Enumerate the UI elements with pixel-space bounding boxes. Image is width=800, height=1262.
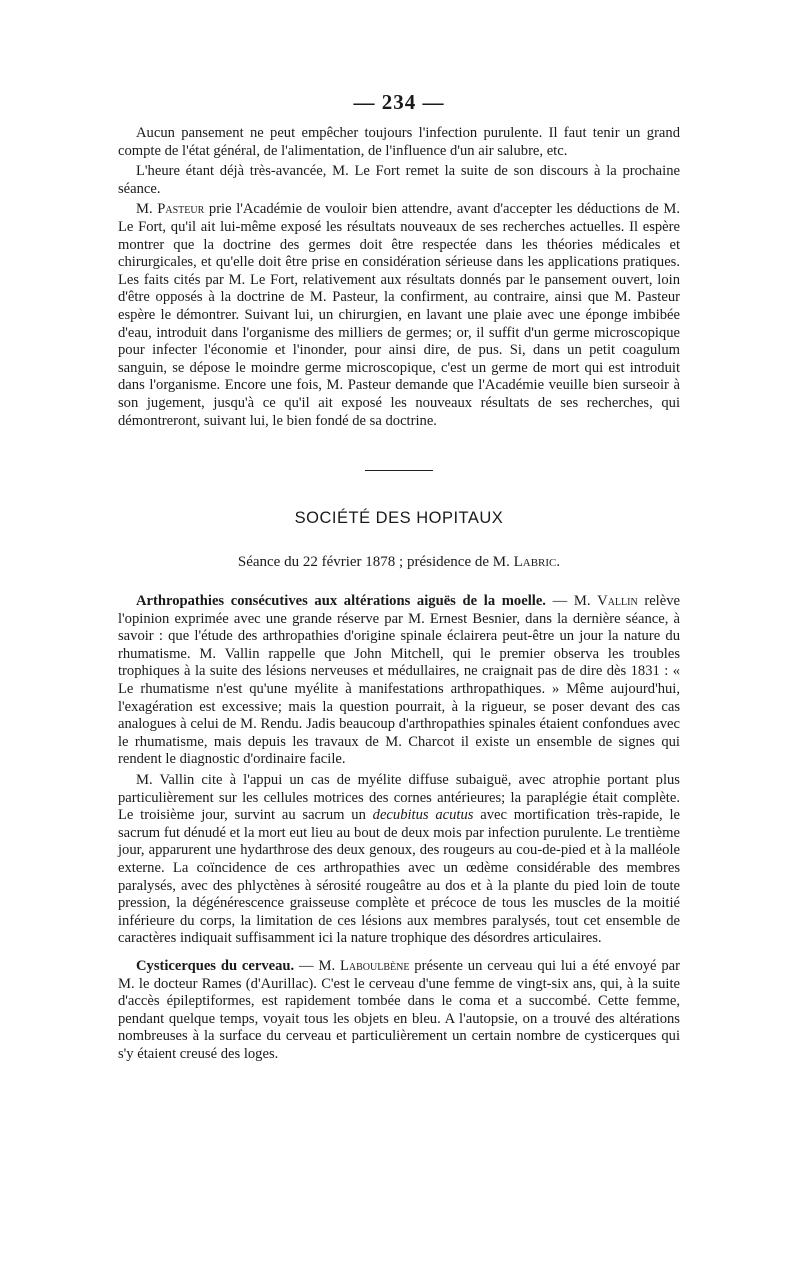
session-date: Séance du 22 février 1878 ; présidence de M. [237,554,514,571]
section-title: SOCIÉTÉ DES HOPITAUX [294,509,504,528]
section-divider [365,470,433,471]
article-cysticerques-p1 [118,958,680,1064]
session-president: Labric [513,554,557,571]
article-text-after: avec mortification très-rapide, le sacrum fut dénudé et la mort eut lieu au bout de deux mois par infection purulente. Le trentième jour, apparurent une hydarthrose des deux genoux, des rougeurs au cou-de-pied et à la malléole externe. La coïncidence de ces arthropathies avec un œdème considérable des membres paralysés, avec des phlyctènes à sérosité rougeâtre au dos et à la plante du pied loin de toute pression, la dégénérescence graisseuse complète et précoce de tous les muscles de la moitié inférieure du corps, la limitation de ces lésions aux membres paralysés, tout cet ensemble de caractères indiquait suffisamment ici la nature trophique des désordres articulaires. [118,807,680,947]
speaker-laboulbene: Laboulbène [339,957,410,974]
session-line [118,554,680,571]
paragraph-le-fort: L'heure étant déjà très-avancée, M. Le Fort remet la suite de son discours à la prochaine séance. [118,163,680,197]
paragraph-pasteur [118,201,680,430]
article-arthropathies [118,593,680,948]
article-heading: Cysticerques du cerveau. [136,957,295,974]
article-intro: — M. [294,957,340,974]
article-arthropathies-p1 [118,593,680,769]
pasteur-text: prie l'Académie de vouloir bien attendre, avant d'accepter les déductions de M. Le Fort, qu'il ait lui-même exposé les résultats nouveaux de ses recherches actuelles. Il espère montrer que la doctrine des germes doit être respectée dans les théories médicales et chirurgicales, et qu'elle doit être prise en considération sérieuse dans les applications pratiques. Les faits cités par M. Le Fort, relativement aux résultats donnés par le pansement ouvert, loin d'être opposés à la doctrine de M. Pasteur, la confirment, au contraire, ainsi que M. Pasteur espère le démontrer. Suivant lui, un chirurgien, en lavant une plaie avec une éponge imbibée d'eau, introduit dans l'organisme des milliers de germes; or, il suffit d'un germe microscopique pour infecter l'économie et l'inonder, pour ainsi dire, de pus. Si, dans un petit coagulum sanguin, se dépose le moindre germe microscopique, c'est un germe de mort qui est introduit dans l'organisme. Encore une fois, M. Pasteur demande que l'Académie veuille bien surseoir à son jugement, jusqu'à ce qu'il ait exposé les nouveaux résultats de ses recherches, qui démontreront, suivant lui, le bien fondé de sa doctrine. [118,201,680,429]
article-text: relève l'opinion exprimée avec une grande réserve par M. Ernest Besnier, dans la dernière séance, à savoir : que l'étude des arthropathies d'origine spinale éclairera peut-être un jour la nature du rhumatisme. M. Vallin rappelle que John Mitchell, qui le premier observa les troubles trophiques à la suite des lésions nerveuses et médullaires, ne craignait pas de dire dès 1831 : « Le rhumatisme n'est qu'une myélite à manifestations arthropathiques. » Même aujourd'hui, l'exagération est excessive; mais la question pourrait, à la rigueur, se poser devant des cas analogues à celui de M. Rendu. Jadis beaucoup d'arthropathies spinales étaient confondues avec le rhumatisme, mais depuis les travaux de M. Charcot il existe un ensemble de signes qui rendent le diagnostic d'ordinaire facile. [118,593,680,768]
session-end: . [556,554,561,571]
italic-term: decubitus acutus [372,807,474,824]
article-text: présente un cerveau qui lui a été envoyé par M. le docteur Rames (d'Aurillac). C'est le cerveau d'une femme de vingt-six ans, qui, à la suite d'accès épileptiformes, est rapidement tombée dans le coma et a succombé. Cette femme, pendant quelque temps, voyait tous les objets en bleu. A l'autopsie, on a trouvé des altérations nombreuses à la surface du cerveau et particulièrement un certain nombre de cysticerques qui s'y étaient creusé des loges. [118,957,681,1062]
document-page [118,90,680,1064]
article-heading: Arthropathies consécutives aux altérations aiguës de la moelle. [136,593,546,610]
article-text-before: M. Vallin cite à l'appui un cas de myélite diffuse subaiguë, avec atrophie portant plus particulièrement sur les cellules motrices des cornes antérieures; la paraplégie était complète. Le troisième jour, survint au sacrum un [118,772,680,824]
speaker-pasteur: M. Pasteur [136,201,205,218]
article-intro: — M. [545,593,598,610]
article-cysticerques [118,958,680,1064]
article-arthropathies-p2 [118,772,680,948]
paragraph-infection: Aucun pansement ne peut empêcher toujours l'infection purulente. Il faut tenir un grand compte de l'état général, de l'alimentation, de l'influence d'un air salubre, etc. [118,125,680,159]
speaker-vallin: Vallin [597,593,638,610]
page-number: — 234 — [353,90,445,114]
